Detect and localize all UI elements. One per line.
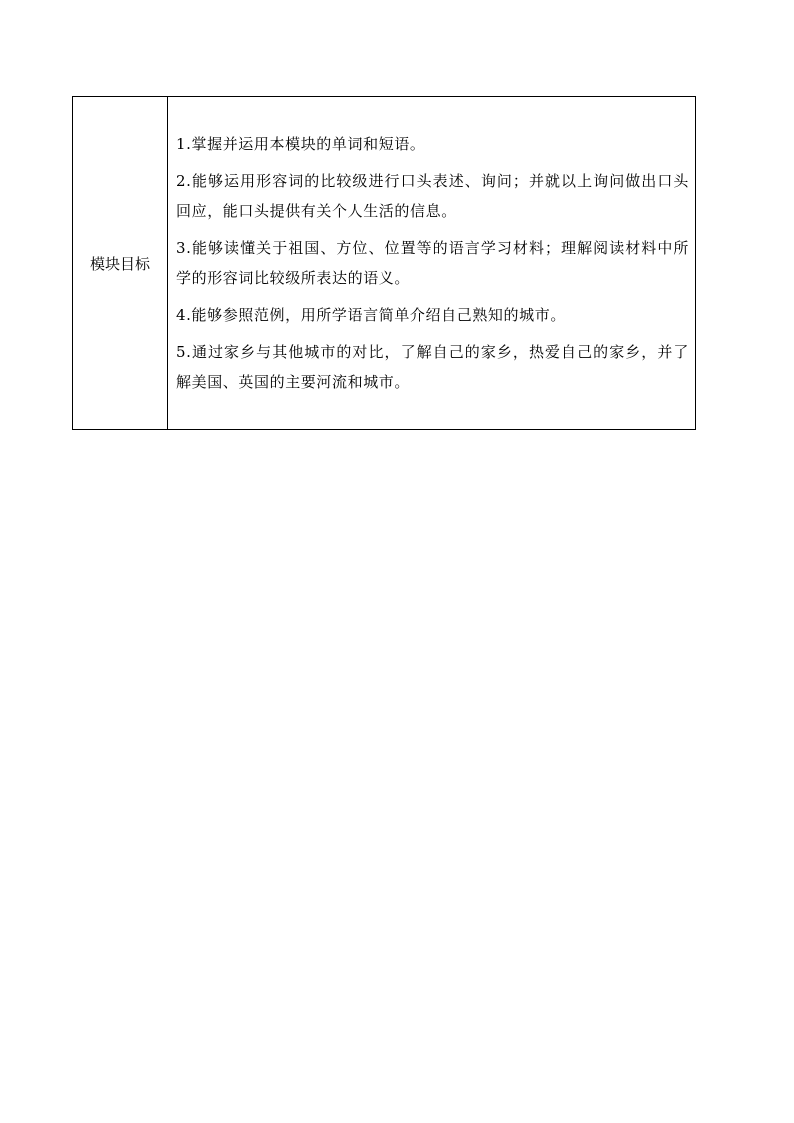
objective-item-3: 3.能够读懂关于祖国、方位、位置等的语言学习材料；理解阅读材料中所学的形容词比较级所表达的语义。	[176, 238, 689, 287]
table-row	[73, 97, 696, 430]
objective-item-1: 1.掌握并运用本模块的单词和短语。	[176, 134, 426, 153]
objective-item-5: 5.通过家乡与其他城市的对比，了解自己的家乡，热爱自己的家乡，并了解美国、英国的主要河流和城市。	[176, 342, 689, 391]
module-objectives-content	[168, 97, 696, 430]
module-objectives-table	[72, 96, 696, 430]
objective-item-4: 4.能够参照范例，用所学语言简单介绍自己熟知的城市。	[176, 305, 566, 324]
objective-item-2: 2.能够运用形容词的比较级进行口头表述、询问；并就以上询问做出口头回应，能口头提供有关个人生活的信息。	[176, 171, 689, 220]
module-objectives-label: 模块目标	[73, 97, 168, 430]
